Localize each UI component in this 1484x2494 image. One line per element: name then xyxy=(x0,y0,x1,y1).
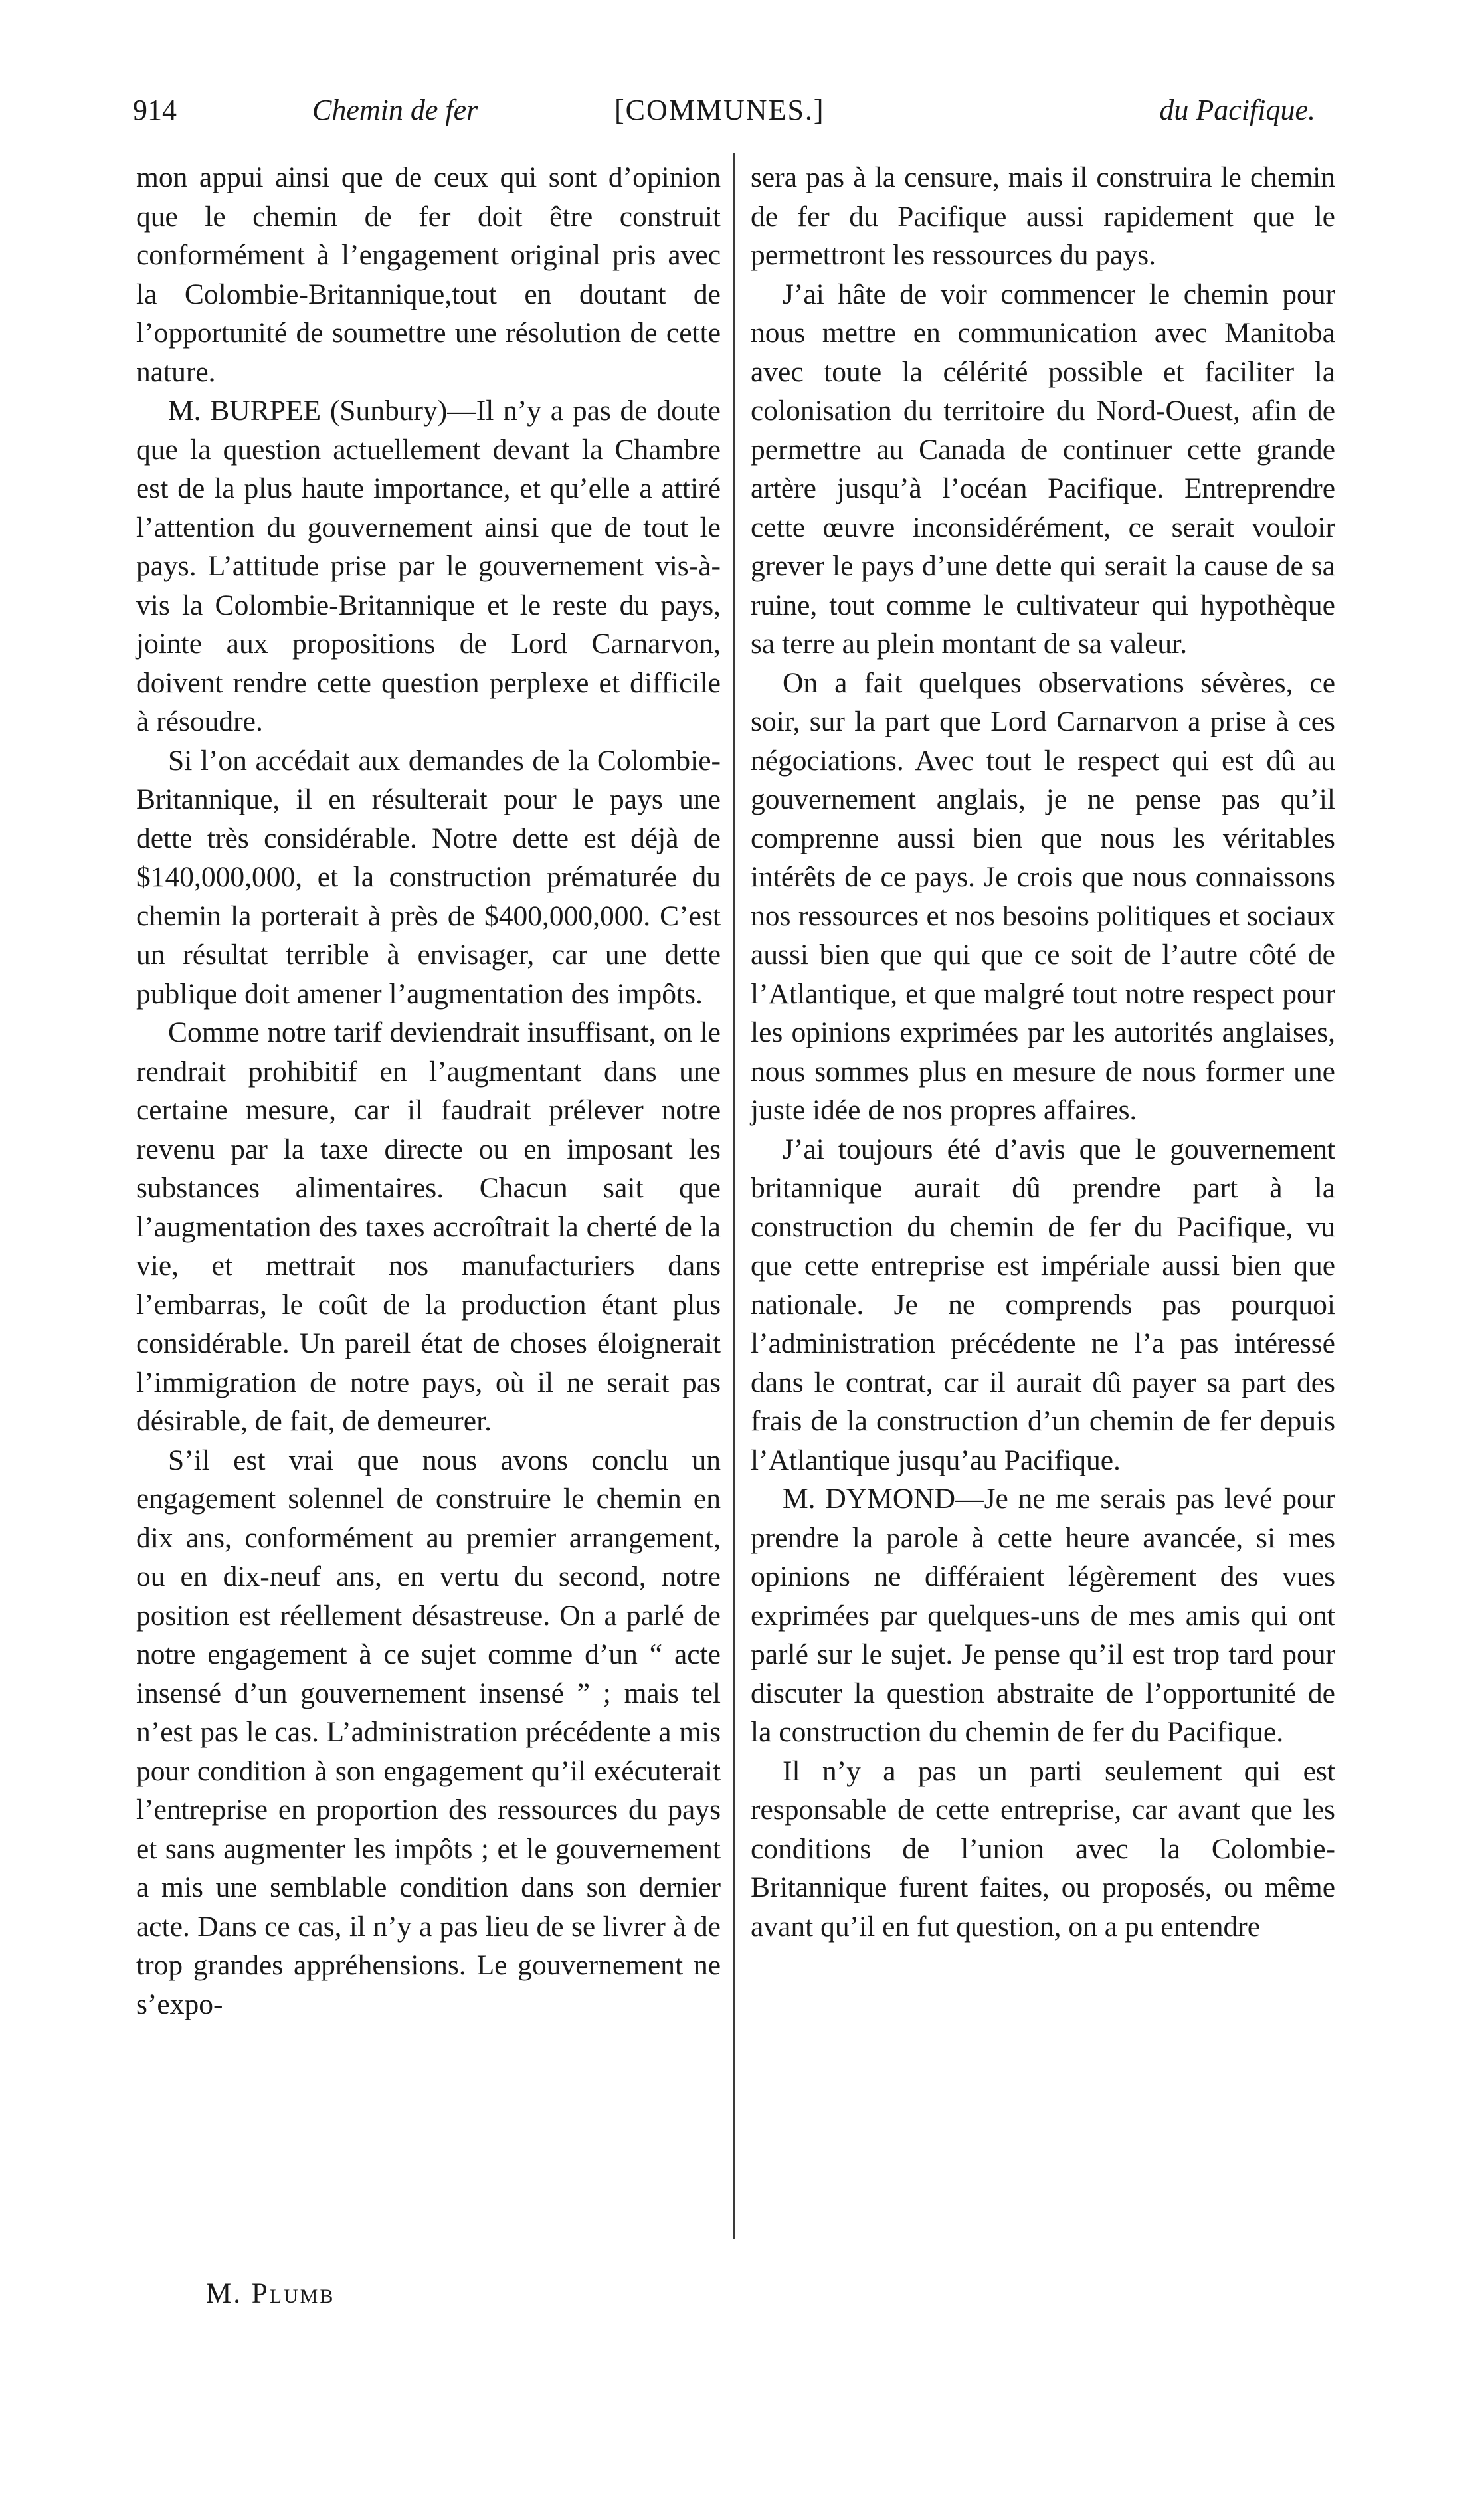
paragraph: J’ai toujours été d’avis que le gouvernement britannique aurait dû prendre part à la construction du chemin de fer du Pacifique, vu que cette entreprise est impériale aussi bien que nationale. Je ne comprends pas pourquoi l’administration précédente ne l’a pas intéressé dans le contrat, car il aurait dû payer sa part des frais de la construction d’un chemin de fer depuis l’Atlantique jusqu’au Pacifique. xyxy=(751,1133,1335,1476)
paragraph: Comme notre tarif deviendrait insuffisant, on le rendrait prohibitif en l’augmentant dans une certaine mesure, car il faudrait prélever notre revenu par la taxe directe ou en imposant les substances alimentaires. Chacun sait que l’augmentation des taxes accroîtrait la cherté de la vie, et mettrait nos manufacturiers dans l’embarras, le coût de la production étant plus considérable. Un pareil état de choses éloignerait l’immigration de notre pays, où il ne serait pas désirable, de fait, de demeurer. xyxy=(136,1016,721,1437)
paragraph: Il n’y a pas un parti seulement qui est responsable de cette entreprise, car avant que les conditions de l’union avec la Colombie-Britannique furent faites, ou proposés, ou même avant qu’il en fut question, on a pu entendre xyxy=(751,1755,1335,1943)
column-divider xyxy=(733,153,735,2239)
paragraph: sera pas à la censure, mais il construira le chemin de fer du Pacifique aussi rapidement que le permettront les ressources du pays. xyxy=(751,161,1335,271)
header-center-title: [COMMUNES.] xyxy=(614,94,825,126)
speech-text: —Je ne me serais pas levé pour prendre la parole à cette heure avancée, si mes opinions ne différaient légèrement des vues exprimées par quelques-uns de mes amis qui ont parlé sur le sujet. Je pense qu’il est trop tard pour discuter la question abstraite de l’opportunité de la construction du chemin de fer du Pacifique. xyxy=(751,1483,1335,1748)
left-column xyxy=(136,158,721,2024)
header-left-title: Chemin de fer xyxy=(312,94,478,126)
speaker-name: M. BURPEE xyxy=(168,395,322,427)
paragraph-dymond xyxy=(751,1480,1335,1752)
paragraph: mon appui ainsi que de ceux qui sont d’opinion que le chemin de fer doit être construit conformément à l’engagement original pris avec la Colombie-Britannique,tout en doutant de l’opportunité de soumettre une résolution de cette nature. xyxy=(136,161,721,388)
paragraph: On a fait quelques observations sévères, ce soir, sur la part que Lord Carnarvon a prise à ces négociations. Avec tout le respect qui est dû au gouvernement anglais, je ne pense pas qu’il comprenne aussi bien que nous les véritables intérêts de ce pays. Je crois que nous connaissons nos ressources et nos besoins politiques et sociaux aussi bien que qui que ce soit de l’autre côté de l’Atlantique, et que malgré tout notre respect pour les opinions exprimées par les autorités anglaises, nous sommes plus en mesure de nous former une juste idée de nos propres affaires. xyxy=(751,666,1335,1126)
running-header xyxy=(133,93,1342,140)
paragraph: Si l’on accédait aux demandes de la Colombie-Britannique, il en résulterait pour le pays une dette très considérable. Notre dette est déjà de $140,000,000, et la construction prématurée du chemin la porterait à près de $400,000,000. C’est un résultat terrible à envisager, car une dette publique doit amener l’augmentation des impôts. xyxy=(136,744,721,1010)
speaker-name: M. DYMOND xyxy=(783,1483,956,1515)
paragraph-burpee xyxy=(136,391,721,741)
paragraph: S’il est vrai que nous avons conclu un engagement solennel de construire le chemin en dix ans, conformément au premier arrangement, ou en dix-neuf ans, en vertu du second, notre position est réellement désastreuse. On a parlé de notre engagement à ce sujet comme d’un “ acte insensé d’un gouvernement insensé ” ; mais tel n’est pas le cas. L’administration précédente a mis pour condition à son engagement qu’il exécuterait l’entreprise en proportion des ressources du pays et sans augmenter les impôts ; et le gouvernement a mis une semblable condition dans son dernier acte. Dans ce cas, il n’y a pas lieu de se livrer à de trop grandes appréhensions. Le gouvernement ne s’expo- xyxy=(136,1444,721,2020)
right-column xyxy=(751,158,1335,1946)
catchword: M. Plumb xyxy=(206,2278,335,2309)
header-right-title: du Pacifique. xyxy=(1159,94,1315,126)
paragraph: J’ai hâte de voir commencer le chemin pour nous mettre en communication avec Manitoba avec toute la célérité possible et faciliter la colonisation du territoire du Nord-Ouest, afin de permettre au Canada de continuer cette grande artère jusqu’à l’océan Pacifique. Entreprendre cette œuvre inconsidérément, ce serait vouloir grever le pays d’une dette qui serait la cause de sa ruine, tout comme le cultivateur qui hypothèque sa terre au plein montant de sa valeur. xyxy=(751,278,1335,660)
speech-text: (Sunbury)—Il n’y a pas de doute que la question actuellement devant la Chambre est de la plus haute importance, et qu’elle a attiré l’attention du gouvernement ainsi que de tout le pays. L’attitude prise par le gouvernement vis-à-vis la Colombie-Britannique et le reste du pays, jointe aux propositions de Lord Carnarvon, doivent rendre cette question perplexe et difficile à résoudre. xyxy=(136,395,721,737)
page-number: 914 xyxy=(133,94,177,126)
